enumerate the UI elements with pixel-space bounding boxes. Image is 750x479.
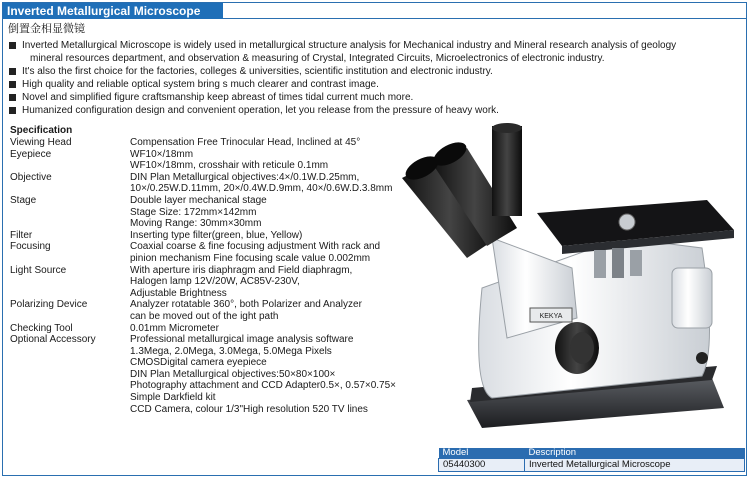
spec-value: Analyzer rotatable 360°, both Polarizer and Analyzer: [130, 299, 362, 311]
spec-value: Inserting type filter(green, blue, Yellow): [130, 229, 303, 241]
spec-value: WF10×/18mm, crosshair with reticule 0.1mm: [130, 160, 329, 172]
spec-row: [10, 380, 430, 392]
spec-label: [10, 346, 130, 358]
spec-row: [10, 346, 430, 358]
spec-value: Halogen lamp 12V/20W, AC85V-230V,: [130, 276, 300, 288]
spec-row: [10, 137, 430, 149]
spec-label: Stage: [10, 194, 37, 206]
spec-label: [10, 160, 130, 172]
spec-label: [10, 288, 130, 300]
feature-item-continuation: mineral resources department, and observation & measuring of Crystal, Integrated Circuits, Microelectronics of electronic industry.: [30, 53, 605, 64]
spec-label: [10, 207, 130, 219]
spec-value: Professional metallurgical image analysis software: [130, 334, 354, 346]
spec-row: [10, 265, 430, 277]
spec-value: can be moved out of the ight path: [130, 310, 279, 322]
spec-row: [10, 323, 430, 335]
specification-heading: Specification: [10, 125, 73, 136]
spec-label: [10, 404, 130, 416]
spec-row: [10, 218, 430, 230]
spec-value: Adjustable Brightness: [130, 287, 227, 299]
spec-value: 1.3Mega, 2.0Mega, 3.0Mega, 5.0Mega Pixels: [130, 345, 332, 357]
spec-row: [10, 369, 430, 381]
spec-row: [10, 253, 430, 265]
spec-row: [10, 357, 430, 369]
page-title: Inverted Metallurgical Microscope: [3, 3, 223, 19]
spec-row: [10, 149, 430, 161]
spec-value: Coaxial coarse & fine focusing adjustment With rack and: [130, 241, 381, 253]
spec-row: [10, 241, 430, 253]
table-row: [439, 459, 745, 472]
spec-label: [10, 392, 130, 404]
spec-value: Photography attachment and CCD Adapter0.5×, 0.57×0.75×: [130, 380, 397, 392]
spec-label: [10, 357, 130, 369]
spec-label: [10, 311, 130, 323]
spec-row: [10, 195, 430, 207]
spec-label: [10, 253, 130, 265]
spec-label: Objective: [10, 171, 52, 183]
spec-row: [10, 392, 430, 404]
feature-item: Inverted Metallurgical Microscope is widely used in metallurgical structure analysis for Mechanical industry and Mineral research analysis of geology: [8, 39, 708, 52]
spec-row: [10, 299, 430, 311]
spec-value: Moving Range: 30mm×30mm: [130, 218, 262, 230]
spec-row: [10, 288, 430, 300]
spec-row: [10, 311, 430, 323]
spec-row: [10, 404, 430, 416]
chinese-subtitle: 倒置金相显微镜: [8, 23, 85, 35]
feature-item: Humanized configuration design and convenient operation, let you release from the pressure of heavy work.: [8, 104, 708, 117]
feature-list: [8, 39, 708, 117]
spec-value: WF10×/18mm: [130, 148, 194, 160]
spec-value: 0.01mm Micrometer: [130, 322, 219, 334]
spec-label: [10, 276, 130, 288]
table-header-row: [439, 448, 745, 459]
spec-row: [10, 183, 430, 195]
spec-value: Simple Darkfield kit: [130, 392, 216, 404]
spec-label: [10, 369, 130, 381]
spec-label: Filter: [10, 229, 33, 241]
spec-label: [10, 218, 130, 230]
spec-value: CMOSDigital camera eyepiece: [130, 357, 267, 369]
spec-label: Focusing: [10, 241, 51, 253]
feature-item: Novel and simplified figure craftsmanship keep abreast of times tidal current much more.: [8, 91, 708, 104]
title-rule: [223, 18, 747, 19]
spec-row: [10, 334, 430, 346]
feature-item: It's also the first choice for the factories, colleges & universities, scientific institution and electronic industry.: [8, 65, 708, 78]
spec-label: Light Source: [10, 264, 67, 276]
model-description-cell: Inverted Metallurgical Microscope: [525, 459, 745, 472]
spec-value: DIN Plan Metallurgical objectives:50×80×100×: [130, 368, 336, 380]
spec-row: [10, 230, 430, 242]
table-header-cell: Model: [439, 448, 525, 459]
spec-label: Viewing Head: [10, 137, 72, 148]
specification-list: [10, 137, 430, 415]
spec-value: 10×/0.25W.D.11mm, 20×/0.4W.D.9mm, 40×/0.6W.D.3.8mm: [130, 183, 393, 195]
spec-value: pinion mechanism Fine focusing scale value 0.002mm: [130, 252, 371, 264]
spec-value: CCD Camera, colour 1/3"High resolution 520 TV lines: [130, 403, 368, 415]
table-header-cell: Description: [525, 448, 745, 459]
spec-value: With aperture iris diaphragm and Field diaphragm,: [130, 264, 353, 276]
model-table: [438, 448, 745, 472]
spec-label: [10, 380, 130, 392]
spec-row: [10, 160, 430, 172]
spec-value: DIN Plan Metallurgical objectives:4×/0.1W.D.25mm,: [130, 171, 360, 183]
spec-value: Double layer mechanical stage: [130, 194, 267, 206]
spec-value: Compensation Free Trinocular Head, Inclined at 45°: [130, 137, 361, 148]
spec-label: [10, 183, 130, 195]
spec-label: Polarizing Device: [10, 299, 88, 311]
brand-badge: KEKYA: [539, 313, 563, 320]
feature-item: High quality and reliable optical system bring s much clearer and contrast image.: [8, 78, 708, 91]
spec-label: Eyepiece: [10, 148, 52, 160]
spec-row: [10, 276, 430, 288]
spec-label: Optional Accessory: [10, 334, 96, 346]
spec-label: Checking Tool: [10, 322, 73, 334]
spec-row: [10, 207, 430, 219]
microscope-photo: [372, 118, 742, 448]
model-number-cell: 05440300: [439, 459, 525, 472]
spec-value: Stage Size: 172mm×142mm: [130, 206, 257, 218]
spec-row: [10, 172, 430, 184]
